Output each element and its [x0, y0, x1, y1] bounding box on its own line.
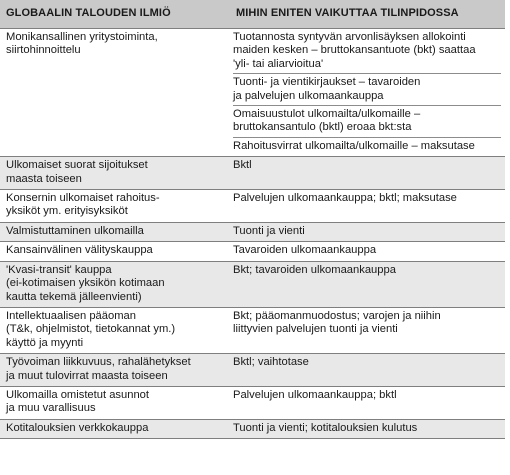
phenomenon-text: Valmistuttaminen ulkomailla [6, 224, 144, 237]
table-row [0, 353, 505, 386]
phenomenon-cell [0, 190, 227, 222]
impact-text: Bktl [233, 159, 252, 172]
impact-text: Rahoitusvirrat ulkomailta/ulkomaille – maksutase [233, 137, 501, 153]
phenomenon-text: Intellektuaalisen pääoman (T&k, ohjelmistot, tietokannat ym.) käyttö ja myynti [6, 309, 176, 349]
table-row [0, 28, 505, 156]
table-header [0, 0, 505, 28]
impact-cell [227, 242, 505, 260]
phenomenon-cell [0, 420, 227, 438]
impact-text: Tuotannosta syntyvän arvonlisäyksen allokointi maiden kesken – bruttokansantuote (bkt) saattaa 'yli- tai aliarvioitua' [233, 31, 476, 70]
phenomenon-cell [0, 354, 227, 386]
phenomenon-text: 'Kvasi-transit' kauppa (ei-kotimaisen yksikön kotimaan kautta tekemä jälleenvienti) [6, 263, 165, 303]
impact-cell [227, 190, 505, 222]
phenomenon-cell [0, 308, 227, 353]
phenomenon-text: Monikansallinen yritystoiminta, siirtohinnoittelu [6, 31, 158, 57]
table-row [0, 419, 505, 438]
phenomenon-text: Konsernin ulkomaiset rahoitus- yksiköt ym. erityisyksiköt [6, 192, 160, 218]
impact-text: Bkt; tavaroiden ulkomaankauppa [233, 263, 396, 276]
phenomenon-text: Työvoiman liikkuvuus, rahalähetykset ja muut tulovirrat maasta toiseen [6, 356, 191, 382]
impact-text: Tuonti ja vienti; kotitalouksien kulutus [233, 421, 418, 434]
impact-cell [227, 157, 505, 189]
phenomenon-cell [0, 387, 227, 419]
impact-text: Palvelujen ulkomaankauppa; bktl; maksutase [233, 192, 457, 205]
table-row [0, 189, 505, 222]
impact-text: Tuonti- ja vientikirjaukset – tavaroiden ja palvelujen ulkomaankauppa [233, 73, 501, 103]
impact-text: Tuonti ja vienti [233, 224, 305, 237]
phenomenon-text: Ulkomailla omistetut asunnot ja muu varallisuus [6, 388, 150, 415]
phenomenon-cell [0, 242, 227, 260]
phenomenon-text: Kansainvälinen välityskauppa [6, 244, 153, 257]
phenomenon-text: Kotitalouksien verkkokauppa [6, 421, 149, 434]
impact-text: Bktl; vaihtotase [233, 356, 309, 369]
phenomenon-text: Ulkomaiset suorat sijoitukset maasta toiseen [6, 159, 148, 185]
table-row [0, 222, 505, 241]
phenomenon-cell [0, 29, 227, 156]
impact-text: Tavaroiden ulkomaankauppa [233, 244, 377, 257]
header-col-impact: MIHIN ENITEN VAIKUTTAA TILINPIDOSSA [236, 7, 459, 20]
impact-cell [227, 387, 505, 419]
impact-text: Palvelujen ulkomaankauppa; bktl [233, 388, 397, 401]
impact-cell [227, 223, 505, 241]
impact-cell [227, 308, 505, 353]
table-row [0, 307, 505, 353]
impact-cell [227, 29, 505, 156]
table-row [0, 261, 505, 307]
impact-cell [227, 354, 505, 386]
table-body [0, 28, 505, 438]
phenomenon-cell [0, 223, 227, 241]
table-row [0, 241, 505, 260]
impact-cell [227, 262, 505, 307]
impact-cell [227, 420, 505, 438]
table-row [0, 156, 505, 189]
phenomenon-cell [0, 262, 227, 307]
header-col-phenomenon: GLOBAALIN TALOUDEN ILMIÖ [6, 7, 171, 20]
impact-text: Bkt; pääomanmuodostus; varojen ja niihin liittyvien palvelujen tuonti ja vienti [233, 309, 441, 336]
impact-text: Omaisuustulot ulkomailta/ulkomaille – bruttokansantulo (bktl) eroaa bkt:sta [233, 105, 501, 135]
phenomenon-cell [0, 157, 227, 189]
table-row [0, 386, 505, 419]
